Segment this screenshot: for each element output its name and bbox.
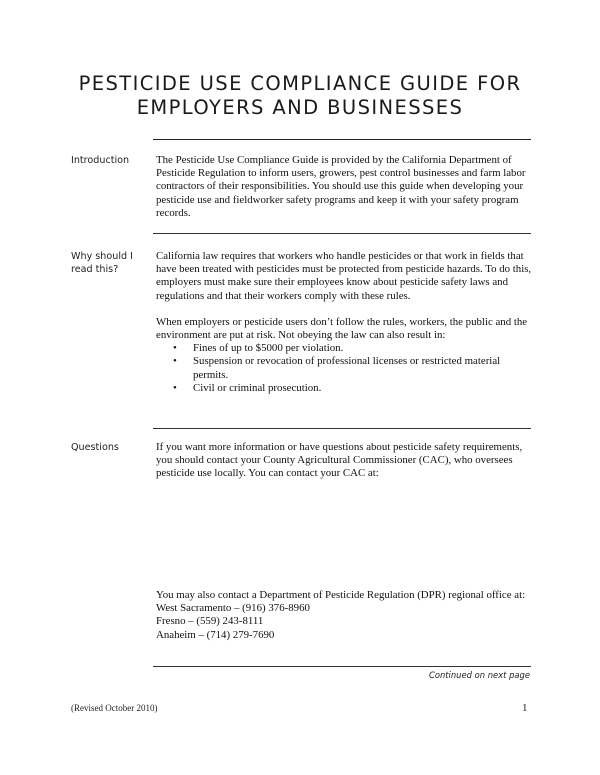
questions-paragraph-2: You may also contact a Department of Pesticide Regulation (DPR) regional office at: [156,589,526,601]
list-item [173,355,536,381]
bullet-icon: • [173,381,177,394]
questions-paragraph-1: If you want more information or have questions about pesticide safety requirements, you should contact your County Agricultural Commissioner (CAC), who oversees pesticide use locally. You can contact your CAC at: [156,441,523,480]
list-item [173,342,536,355]
questions-text [156,441,536,481]
why-read-paragraph-2: When employers or pesticide users don’t follow the rules, workers, the public and the environment are put at risk. Not obeying the law can also result in: [156,315,528,342]
list-item [173,382,536,395]
title-divider [153,139,531,140]
introduction-paragraph: The Pesticide Use Compliance Guide is provided by the California Department of Pesticide Regulation to inform users, growers, pest control businesses and farm labor contractors of their responsibilities. You should use this guide when developing your pesticide use and fieldworker safety programs and keep it with your safety program records. [156,154,526,219]
bullet-icon: • [173,342,177,355]
introduction-text [156,154,536,220]
section-divider-1 [153,233,531,234]
section-divider-3 [153,666,531,667]
why-read-label: Why should I read this? [71,251,133,275]
continued-note: Continued on next page [428,670,530,680]
section-divider-2 [153,428,531,429]
introduction-label: Introduction [71,155,130,166]
why-read-paragraph-1: California law requires that workers who handle pesticides or that work in fields that have been treated with pesticides must be protected from pesticide hazards. To do this, employers must make sure their employees know about pesticide safety laws and regulations and that their workers comply with these rules. [156,250,532,302]
office-line: Fresno – (559) 243-8111 [156,615,264,628]
dpr-contact-text [156,589,536,642]
list-item-text: Suspension or revocation of professional licenses or restricted material permits. [193,355,501,381]
document-title-line-2: EMPLOYERS AND BUSINESSES [136,96,464,119]
questions-label: Questions [71,442,119,453]
document-title-line-1: PESTICIDE USE COMPLIANCE GUIDE FOR [78,72,522,95]
office-line: West Sacramento – (916) 376-8960 [156,602,310,615]
revision-note: (Revised October 2010) [71,703,158,713]
list-item-text: Fines of up to $5000 per violation. [193,342,344,355]
page-number: 1 [522,702,528,714]
why-read-text [156,250,536,395]
bullet-icon: • [173,355,177,368]
consequences-list [156,342,536,395]
list-item-text: Civil or criminal prosecution. [193,381,322,394]
office-line: Anaheim – (714) 279-7690 [156,628,275,641]
